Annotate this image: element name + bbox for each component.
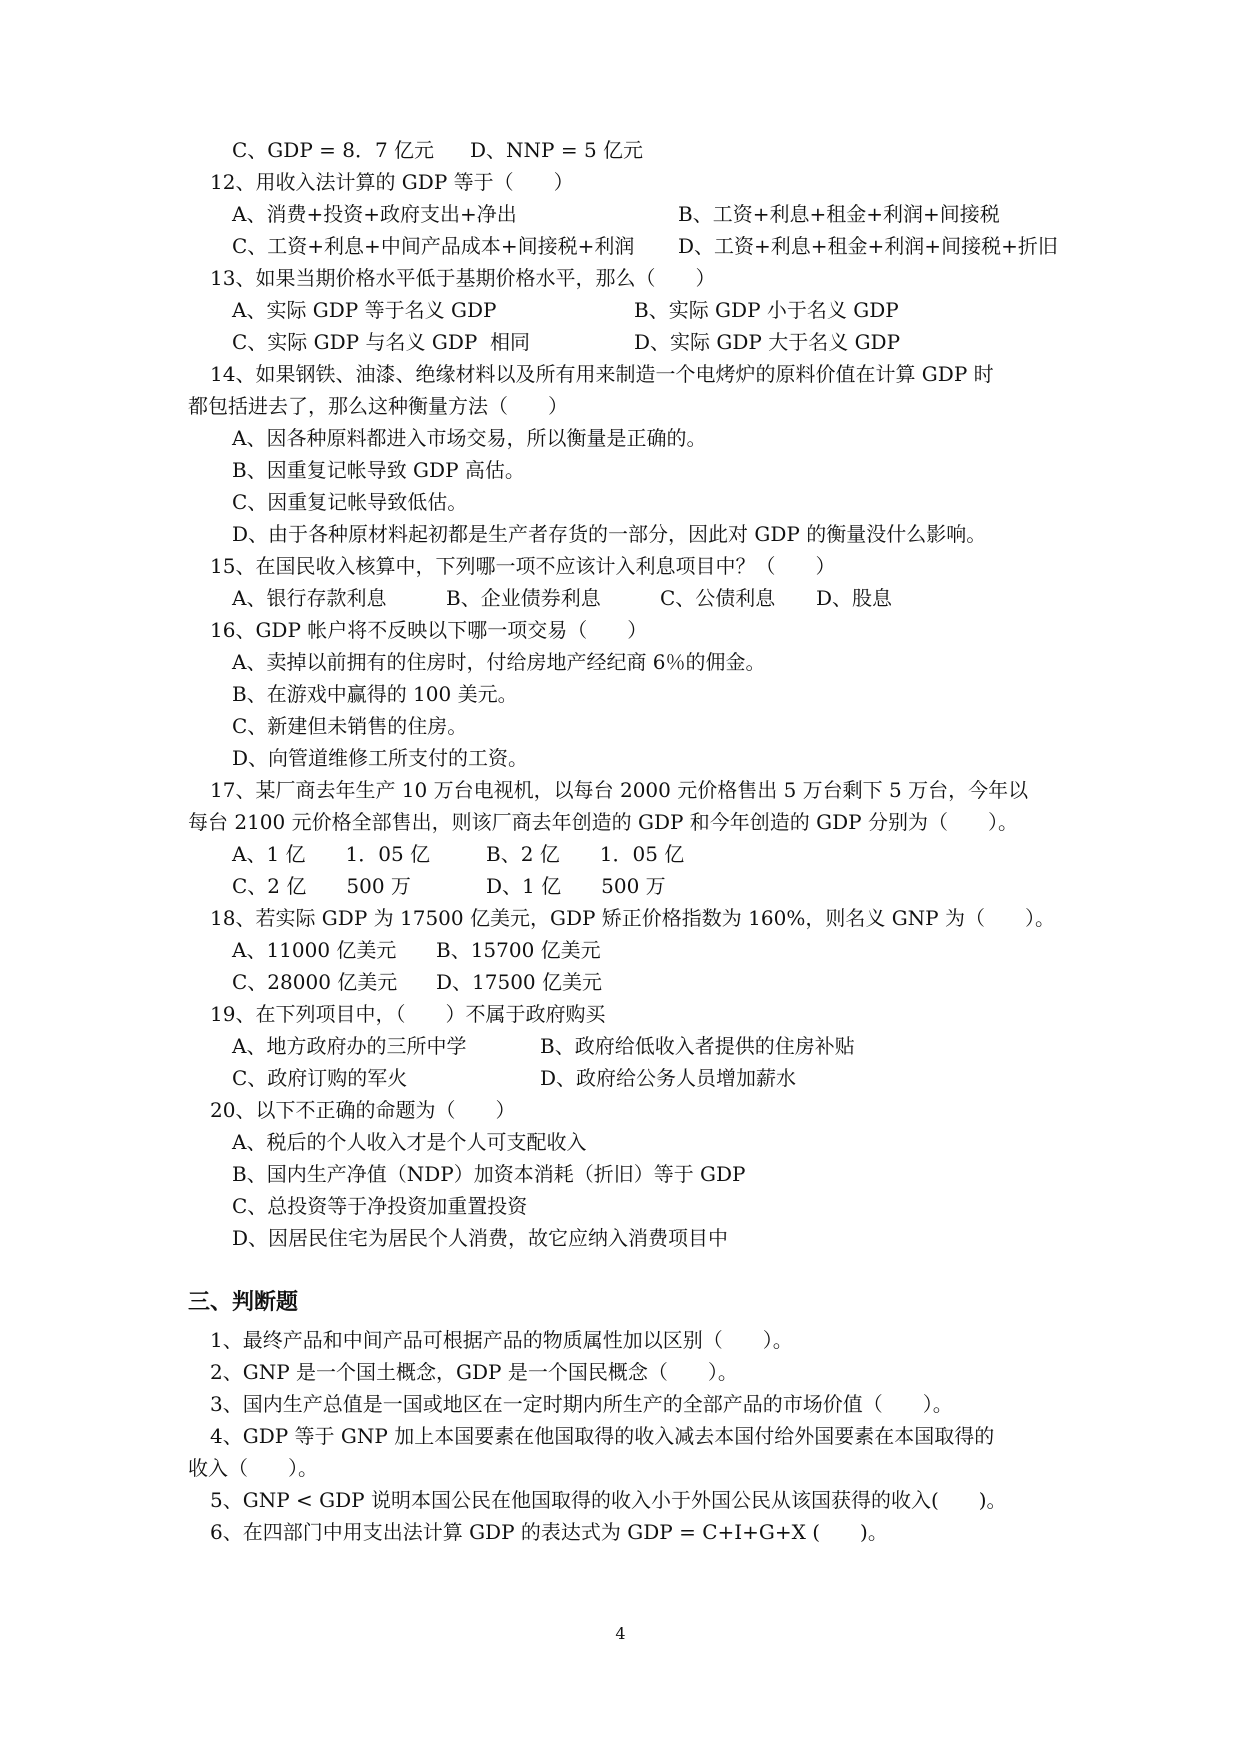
option-line: B、在游戏中赢得的 100 美元。 <box>232 682 518 706</box>
question-line: 19、在下列项目中，（ ）不属于政府购买 <box>210 1002 606 1026</box>
option-line: A、银行存款利息 <box>232 586 387 610</box>
option-line: D、因居民住宅为居民个人消费，故它应纳入消费项目中 <box>232 1226 729 1250</box>
option-line: D、1 亿 500 万 <box>486 874 666 898</box>
question-line: 16、GDP 帐户将不反映以下哪一项交易（ ） <box>210 618 648 642</box>
option-line: A、卖掉以前拥有的住房时，付给房地产经纪商 6％的佣金。 <box>232 650 766 674</box>
option-line: A、因各种原料都进入市场交易，所以衡量是正确的。 <box>232 426 707 450</box>
option-line: B、实际 GDP 小于名义 GDP <box>634 298 899 322</box>
judgment-item: 1、最终产品和中间产品可根据产品的物质属性加以区别（ ）。 <box>210 1328 793 1352</box>
option-line: C、实际 GDP 与名义 GDP 相同 <box>232 330 531 354</box>
option-line: B、工资+利息+租金+利润+间接税 <box>678 202 1000 226</box>
question-line: 都包括进去了，那么这种衡量方法（ ） <box>188 394 568 418</box>
option-line: B、政府给低收入者提供的住房补贴 <box>540 1034 855 1058</box>
judgment-item: 3、国内生产总值是一国或地区在一定时期内所生产的全部产品的市场价值（ ）。 <box>210 1392 953 1416</box>
option-line: C、因重复记帐导致低估。 <box>232 490 468 514</box>
option-line: C、28000 亿美元 <box>232 970 398 994</box>
question-line: 20、以下不正确的命题为（ ） <box>210 1098 516 1122</box>
question-line: 14、如果钢铁、油漆、绝缘材料以及所有用来制造一个电烤炉的原料价值在计算 GDP 时 <box>210 362 994 386</box>
judgment-item: 收入（ ）。 <box>188 1456 318 1480</box>
option-line: A、消费+投资+政府支出+净出 <box>232 202 517 226</box>
option-line: A、地方政府办的三所中学 <box>232 1034 467 1058</box>
option-line: A、11000 亿美元 <box>232 938 397 962</box>
option-line: C、新建但未销售的住房。 <box>232 714 468 738</box>
judgment-item: 6、在四部门中用支出法计算 GDP 的表达式为 GDP = C+I+G+X ( )。 <box>210 1520 888 1544</box>
option-line: B、因重复记帐导致 GDP 高估。 <box>232 458 525 482</box>
option-line: D、实际 GDP 大于名义 GDP <box>634 330 901 354</box>
judgment-item: 5、GNP < GDP 说明本国公民在他国取得的收入小于外国公民从该国获得的收入( )。 <box>210 1488 1007 1512</box>
question-line: 18、若实际 GDP 为 17500 亿美元，GDP 矫正价格指数为 160%，则名义 GNP 为（ ）。 <box>210 906 1055 930</box>
question-line: 每台 2100 元价格全部售出，则该厂商去年创造的 GDP 和今年创造的 GDP 分别为（ ）。 <box>188 810 1018 834</box>
option-line: D、工资+利息+租金+利润+间接税+折旧 <box>678 234 1058 258</box>
option-line: C、政府订购的军火 <box>232 1066 408 1090</box>
question-line: 13、如果当期价格水平低于基期价格水平，那么（ ） <box>210 266 716 290</box>
option-line: D、17500 亿美元 <box>436 970 603 994</box>
option-line: A、税后的个人收入才是个人可支配收入 <box>232 1130 587 1154</box>
option-line: C、GDP = 8．7 亿元 <box>232 138 435 162</box>
option-line: C、公债利息 <box>660 586 776 610</box>
option-line: C、2 亿 500 万 <box>232 874 411 898</box>
option-line: D、股息 <box>816 586 893 610</box>
page-number: 4 <box>615 1624 626 1643</box>
option-line: B、企业债券利息 <box>446 586 601 610</box>
question-line: 15、在国民收入核算中，下列哪一项不应该计入利息项目中？（ ） <box>210 554 836 578</box>
question-line: 12、用收入法计算的 GDP 等于（ ） <box>210 170 574 194</box>
option-line: D、向管道维修工所支付的工资。 <box>232 746 529 770</box>
option-line: D、政府给公务人员增加薪水 <box>540 1066 797 1090</box>
option-line: A、1 亿 1．05 亿 <box>232 842 431 866</box>
option-line: B、2 亿 1．05 亿 <box>486 842 685 866</box>
option-line: C、工资+利息+中间产品成本+间接税+利润 <box>232 234 635 258</box>
option-line: B、15700 亿美元 <box>436 938 601 962</box>
judgment-item: 4、GDP 等于 GNP 加上本国要素在他国取得的收入减去本国付给外国要素在本国取得的 <box>210 1424 995 1448</box>
judgment-item: 2、GNP 是一个国土概念，GDP 是一个国民概念（ ）。 <box>210 1360 738 1384</box>
question-line: 17、某厂商去年生产 10 万台电视机，以每台 2000 元价格售出 5 万台剩下 5 万台，今年以 <box>210 778 1029 802</box>
option-line: C、总投资等于净投资加重置投资 <box>232 1194 528 1218</box>
option-line: B、国内生产净值（NDP）加资本消耗（折旧）等于 GDP <box>232 1162 746 1186</box>
option-line: D、NNP = 5 亿元 <box>470 138 644 162</box>
section-heading: 三、判断题 <box>188 1290 299 1315</box>
option-line: A、实际 GDP 等于名义 GDP <box>232 298 497 322</box>
option-line: D、由于各种原材料起初都是生产者存货的一部分，因此对 GDP 的衡量没什么影响。 <box>232 522 987 546</box>
